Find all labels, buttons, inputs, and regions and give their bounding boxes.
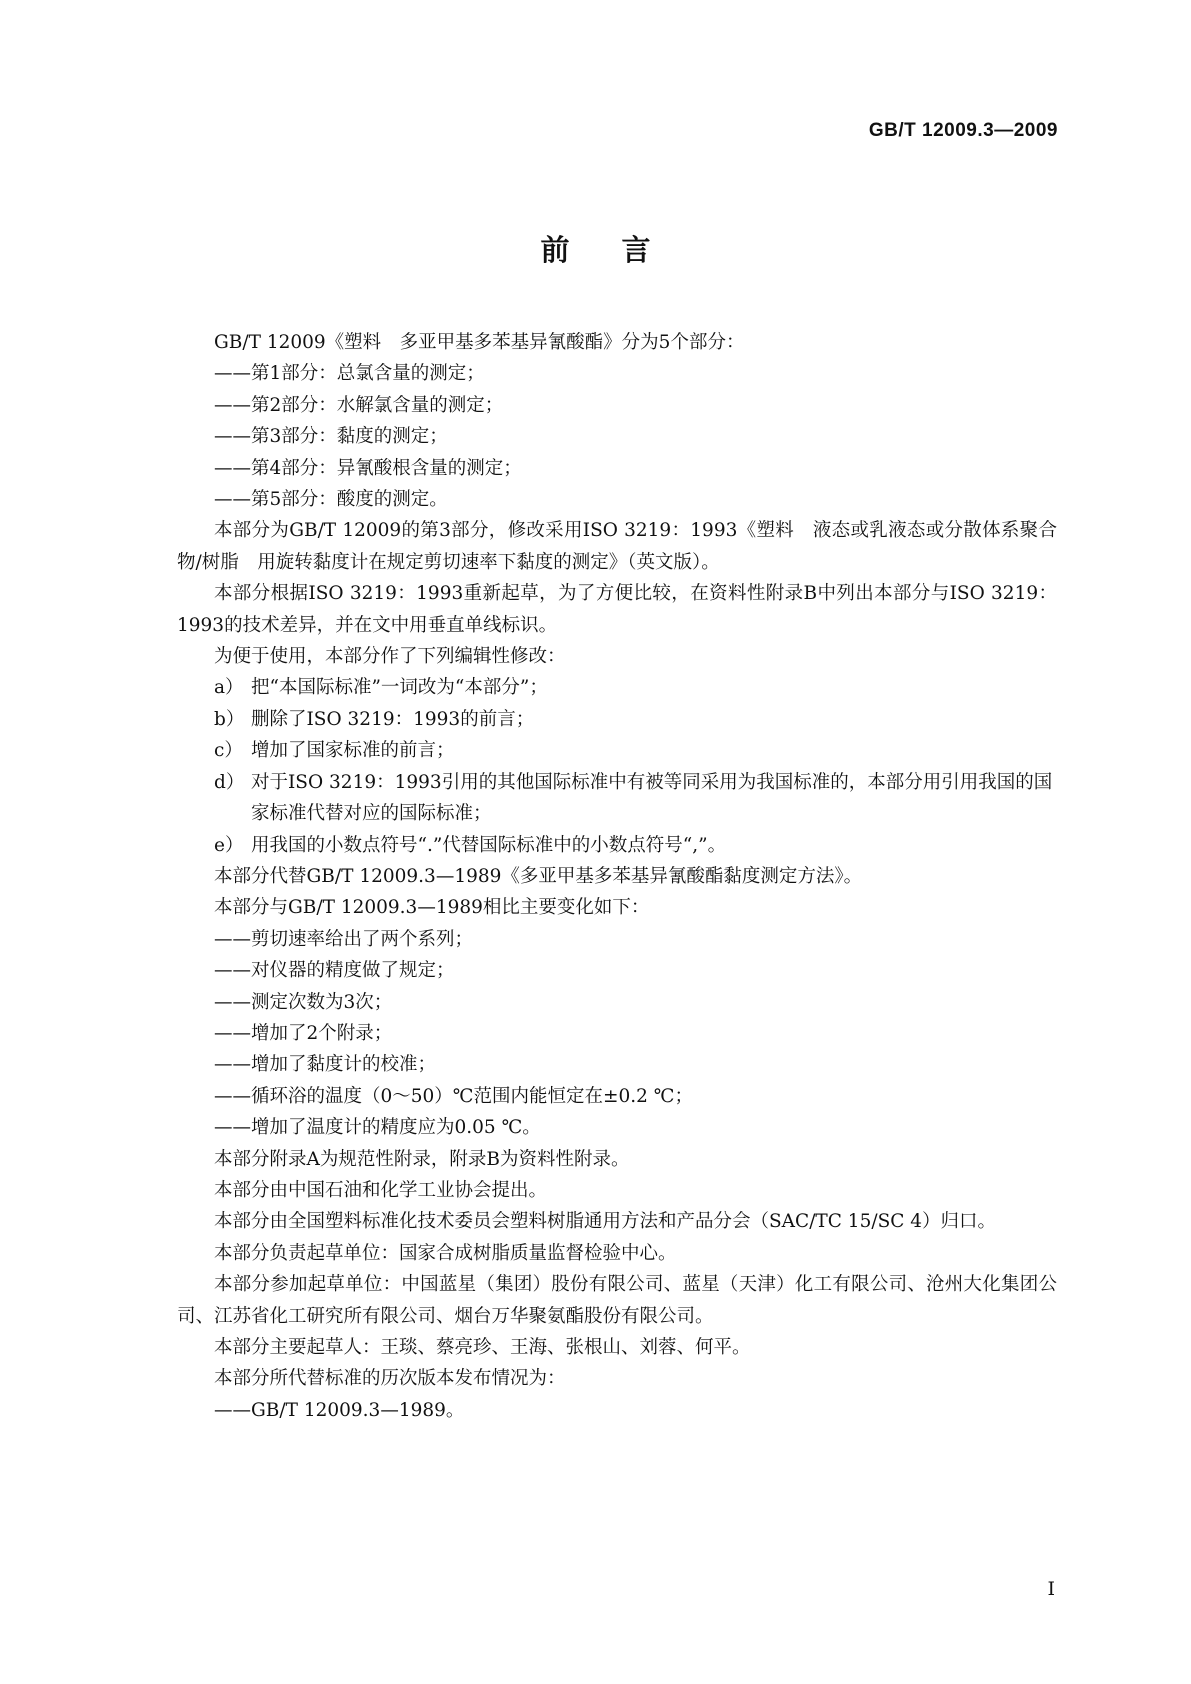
edit-item [177,767,1057,830]
change-item: ——增加了黏度计的校准； [214,1054,437,1076]
part-item: ——第5部分：酸度的测定。 [214,489,448,511]
redraft-paragraph: 本部分根据ISO 3219：1993重新起草，为了方便比较，在资料性附录B中列出本部分与ISO 3219：1993的技术差异，并在文中用垂直单线标识。 [177,583,1057,636]
edit-label: e） [214,834,244,856]
intro-paragraph: GB/T 12009《塑料 多亚甲基多苯基异氰酸酯》分为5个部分： [214,332,745,353]
edit-text: 删除了ISO 3219：1993的前言； [251,708,535,730]
change-item: ——测定次数为3次； [214,991,393,1013]
part-item: ——第3部分：黏度的测定； [214,426,448,448]
edit-text: 用我国的小数点符号“.”代替国际标准中的小数点符号“,”。 [251,834,727,856]
annex-note: 本部分附录A为规范性附录，附录B为资料性附录。 [214,1148,630,1170]
change-item: ——循环浴的温度（0～50）℃范围内能恒定在±0.2 ℃； [214,1085,694,1107]
edit-item [177,704,1057,735]
page-title: 前言 [540,233,703,267]
change-item: ——增加了2个附录； [214,1022,393,1044]
history-item: ——GB/T 12009.3—1989。 [214,1399,465,1421]
part-item: ——第4部分：异氰酸根含量的测定； [214,457,522,479]
page-number: I [1047,1578,1055,1600]
edits-intro: 为便于使用，本部分作了下列编辑性修改： [214,646,566,668]
part-item: ——第1部分：总氯含量的测定； [214,363,485,385]
change-item: ——剪切速率给出了两个系列； [214,928,474,950]
edit-label: d） [214,771,245,793]
adoption-paragraph: 本部分为GB/T 12009的第3部分，修改采用ISO 3219：1993《塑料 液态或乳液态或分散体系聚合物/树脂 用旋转黏度计在规定剪切速率下黏度的测定》（英文版）。 [177,520,1057,573]
drafting-unit: 本部分负责起草单位：国家合成树脂质量监督检验中心。 [214,1242,677,1264]
part-item: ——第2部分：水解氯含量的测定； [214,394,504,416]
edit-label: b） [214,708,245,730]
edit-text: 增加了国家标准的前言； [251,740,455,762]
proposed-by: 本部分由中国石油和化学工业协会提出。 [214,1179,548,1201]
standard-code: GB/T 12009.3—2009 [868,120,1058,141]
edit-text: 对于ISO 3219：1993引用的其他国际标准中有被等同采用为我国标准的，本部分用引用我国的国家标准代替对应的国际标准； [251,771,1053,825]
history-intro: 本部分所代替标准的历次版本发布情况为： [214,1368,566,1390]
foreword-body [177,327,1057,1426]
edit-label: c） [214,740,243,762]
replaces-paragraph: 本部分代替GB/T 12009.3—1989《多亚甲基多苯基异氰酸酯黏度测定方法》。 [214,865,863,887]
centralized-by: 本部分由全国塑料标准化技术委员会塑料树脂通用方法和产品分会（SAC/TC 15/SC 4）归口。 [214,1211,997,1233]
participating-units: 本部分参加起草单位：中国蓝星（集团）股份有限公司、蓝星（天津）化工有限公司、沧州大化集团公司、江苏省化工研究所有限公司、烟台万华聚氨酯股份有限公司。 [177,1274,1057,1327]
edit-text: 把“本国际标准”一词改为“本部分”； [251,677,548,699]
edit-item [177,672,1057,703]
edit-item [177,735,1057,766]
change-item: ——增加了温度计的精度应为0.05 ℃。 [214,1117,541,1139]
change-item: ——对仪器的精度做了规定； [214,960,455,982]
edit-label: a） [214,677,244,699]
edit-item [177,830,1057,861]
changes-intro: 本部分与GB/T 12009.3—1989相比主要变化如下： [214,897,650,919]
drafters: 本部分主要起草人：王琰、蔡亮珍、王海、张根山、刘蓉、何平。 [214,1337,751,1358]
